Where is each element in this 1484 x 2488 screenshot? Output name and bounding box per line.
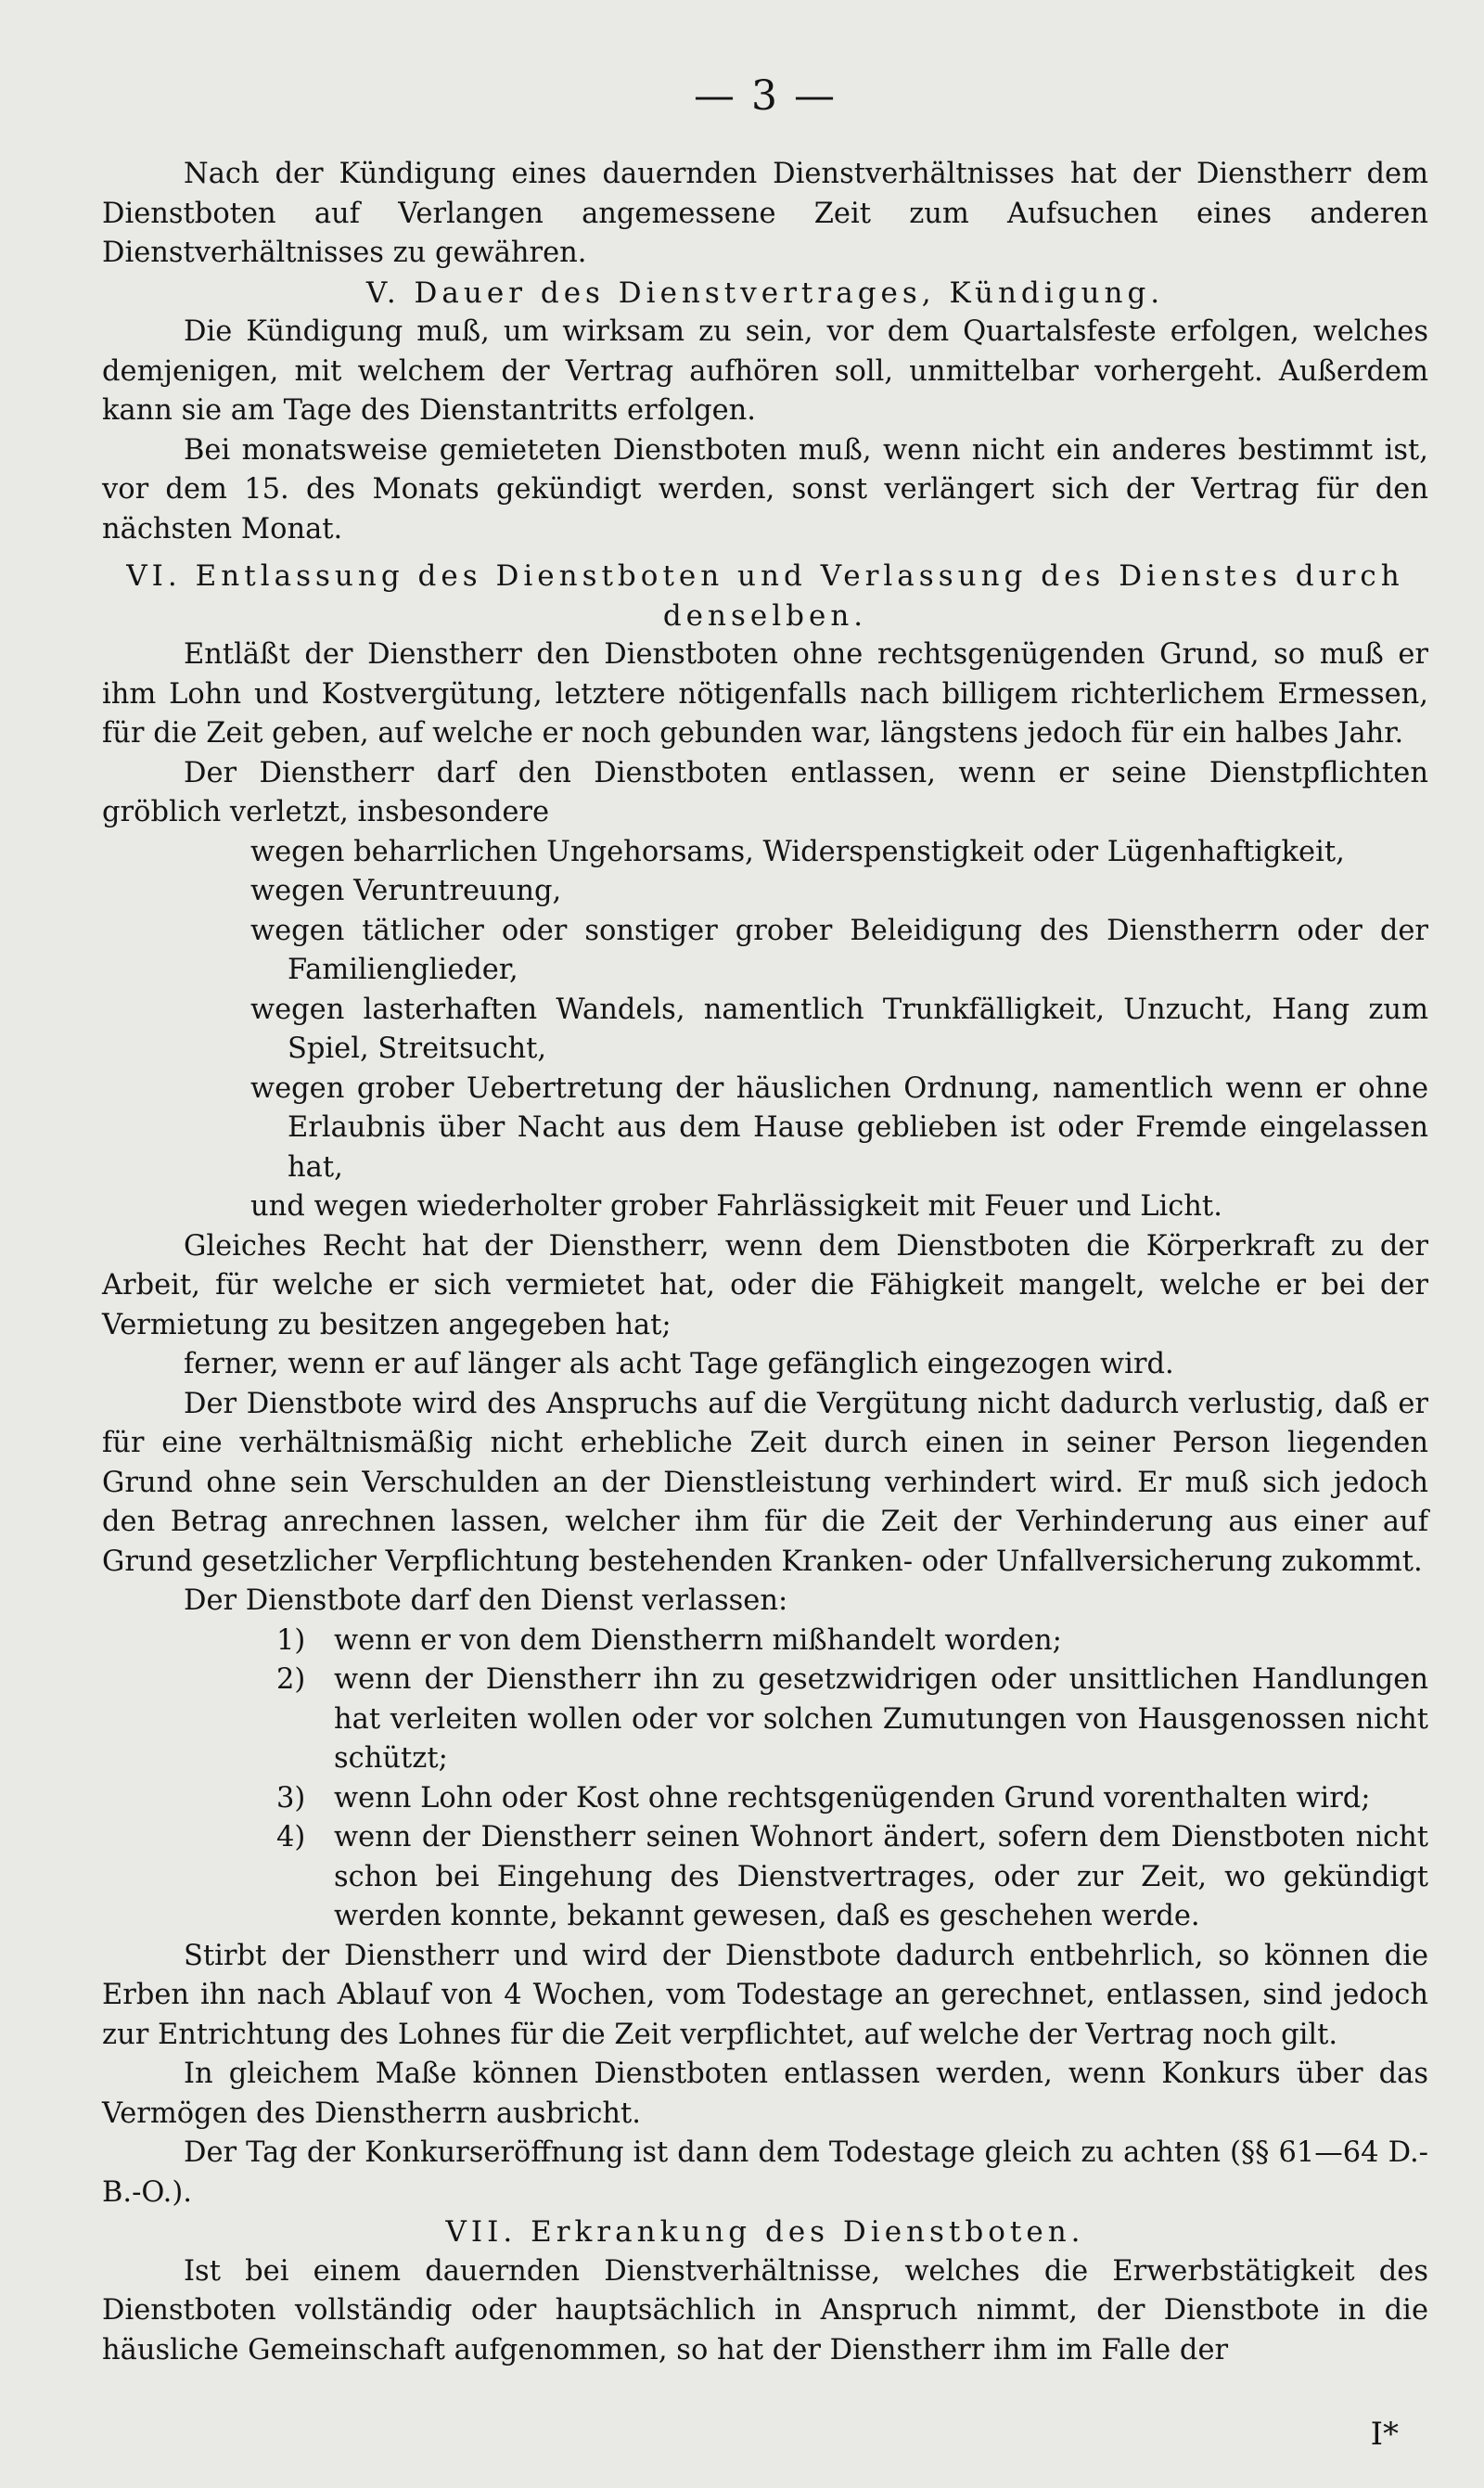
- section-6-paragraph-3: Gleiches Recht hat der Dienstherr, wenn dem Dienstboten die Körperkraft zu der Arbeit, für welche er sich vermietet hat, oder die Fähigkeit mangelt, welche er bei der Vermietung zu besitzen angegeben hat;: [102, 1229, 1428, 1341]
- list-item: wegen Veruntreuung,: [250, 875, 562, 907]
- dismissal-reasons-list: [102, 833, 1428, 1227]
- item-text: wenn er von dem Dienstherrn mißhandelt worden;: [334, 1623, 1062, 1657]
- list-item: [276, 1661, 1428, 1779]
- item-number: 4): [276, 1821, 306, 1853]
- list-item: wegen lasterhaften Wandels, namentlich Trunkfälligkeit, Unzucht, Hang zum Spiel, Streitsucht,: [250, 993, 1428, 1065]
- list-item: [276, 1622, 1428, 1661]
- section-6-paragraph-5: Der Dienstbote wird des Anspruchs auf die Vergütung nicht dadurch verlustig, daß er für eine verhältnismäßig nicht erhebliche Zeit durch einen in seiner Person liegenden Grund ohne sein Verschulden an der Dienstleistung verhindert wird. Er muß sich jedoch den Betrag anrechnen lassen, welcher ihm für die Zeit der Verhinderung aus einer auf Grund gesetzlicher Verpflichtung bestehenden Kranken- oder Unfallversicherung zukommt.: [102, 1387, 1428, 1578]
- leaving-reasons-list: [102, 1622, 1428, 1937]
- item-number: 2): [276, 1663, 306, 1696]
- section-5-paragraph-1: Die Kündigung muß, um wirksam zu sein, vor dem Quartalsfeste erfolgen, welches demjenigen, mit welchem der Vertrag aufhören soll, unmittelbar vorhergeht. Außerdem kann sie am Tage des Dienstantritts erfolgen.: [102, 315, 1428, 427]
- item-number: 1): [276, 1623, 306, 1657]
- section-6-paragraph-2: Der Dienstherr darf den Dienstboten entlassen, wenn er seine Dienstpflichten gröblich verletzt, insbesondere: [102, 756, 1428, 828]
- section-7-heading: VII. Erkrankung des Dienstboten.: [445, 2215, 1085, 2249]
- intro-paragraph: Nach der Kündigung eines dauernden Dienstverhältnisses hat der Dienstherr dem Dienstboten auf Verlangen angemessene Zeit zum Aufsuchen eines anderen Dienstverhältnisses zu gewähren.: [102, 158, 1428, 269]
- section-5-paragraph-2: Bei monatsweise gemieteten Dienstboten muß, wenn nicht ein anderes bestimmt ist, vor dem 15. des Monats gekündigt werden, sonst verlängert sich der Vertrag für den nächsten Monat.: [102, 433, 1428, 545]
- list-item: [276, 1818, 1428, 1937]
- section-6-paragraph-7: Stirbt der Dienstherr und wird der Dienstbote dadurch entbehrlich, so können die Erben ihn nach Ablauf von 4 Wochen, vom Todestage an gerechnet, entlassen, sind jedoch zur Entrichtung des Lohnes für die Zeit verpflichtet, auf welche der Vertrag noch gilt.: [102, 1939, 1428, 2051]
- section-6-paragraph-8: In gleichem Maße können Dienstboten entlassen werden, wenn Konkurs über das Vermögen des Dienstherrn ausbricht.: [102, 2058, 1428, 2130]
- list-item: wegen tätlicher oder sonstiger grober Beleidigung des Dienstherrn oder der Familienglieder,: [250, 914, 1428, 986]
- section-7-paragraph-1: Ist bei einem dauernden Dienstverhältnisse, welches die Erwerbstätigkeit des Dienstboten vollständig oder hauptsächlich in Anspruch nimmt, der Dienstbote in die häusliche Gemeinschaft aufgenommen, so hat der Dienstherr ihm im Falle der: [102, 2254, 1428, 2366]
- page-number: — 3 —: [694, 72, 837, 120]
- list-item: wegen grober Uebertretung der häuslichen Ordnung, namentlich wenn er ohne Erlaubnis über Nacht aus dem Hause geblieben ist oder Fremde eingelassen hat,: [250, 1071, 1428, 1184]
- item-number: 3): [276, 1781, 306, 1815]
- signature-mark: I*: [1370, 2416, 1399, 2453]
- item-text: wenn Lohn oder Kost ohne rechtsgenügenden Grund vorenthalten wird;: [334, 1781, 1371, 1815]
- list-item: und wegen wiederholter grober Fahrlässigkeit mit Feuer und Licht.: [250, 1190, 1222, 1223]
- item-text: wenn der Dienstherr seinen Wohnort ändert, sofern dem Dienstboten nicht schon bei Eingehung des Dienstvertrages, oder zur Zeit, wo gekündigt werden konnte, bekannt gewesen, daß es geschehen werde.: [334, 1821, 1428, 1932]
- list-item: [276, 1779, 1428, 1819]
- section-6-paragraph-1: Entläßt der Dienstherr den Dienstboten ohne rechtsgenügenden Grund, so muß er ihm Lohn und Kostvergütung, letztere nötigenfalls nach billigem richterlichem Ermessen, für die Zeit geben, auf welche er noch gebunden war, längstens jedoch für ein halbes Jahr.: [102, 638, 1428, 750]
- section-5-heading: V. Dauer des Dienstvertrages, Kündigung.: [365, 276, 1165, 310]
- section-6-paragraph-6: Der Dienstbote darf den Dienst verlassen:: [184, 1584, 788, 1617]
- item-text: wenn der Dienstherr ihn zu gesetzwidrigen oder unsittlichen Handlungen hat verleiten wollen oder vor solchen Zumutungen von Hausgenossen nicht schützt;: [334, 1663, 1428, 1775]
- body-text: [102, 155, 1428, 2370]
- list-item: wegen beharrlichen Ungehorsams, Widerspenstigkeit oder Lügenhaftigkeit,: [250, 835, 1345, 868]
- section-6-heading: VI. Entlassung des Dienstboten und Verlassung des Dienstes durch denselben.: [126, 559, 1404, 633]
- section-6-paragraph-4: ferner, wenn er auf länger als acht Tage gefänglich eingezogen wird.: [184, 1348, 1174, 1380]
- section-6-paragraph-9: Der Tag der Konkurseröffnung ist dann dem Todestage gleich zu achten (§§ 61—64 D.-B.-O.).: [102, 2136, 1428, 2209]
